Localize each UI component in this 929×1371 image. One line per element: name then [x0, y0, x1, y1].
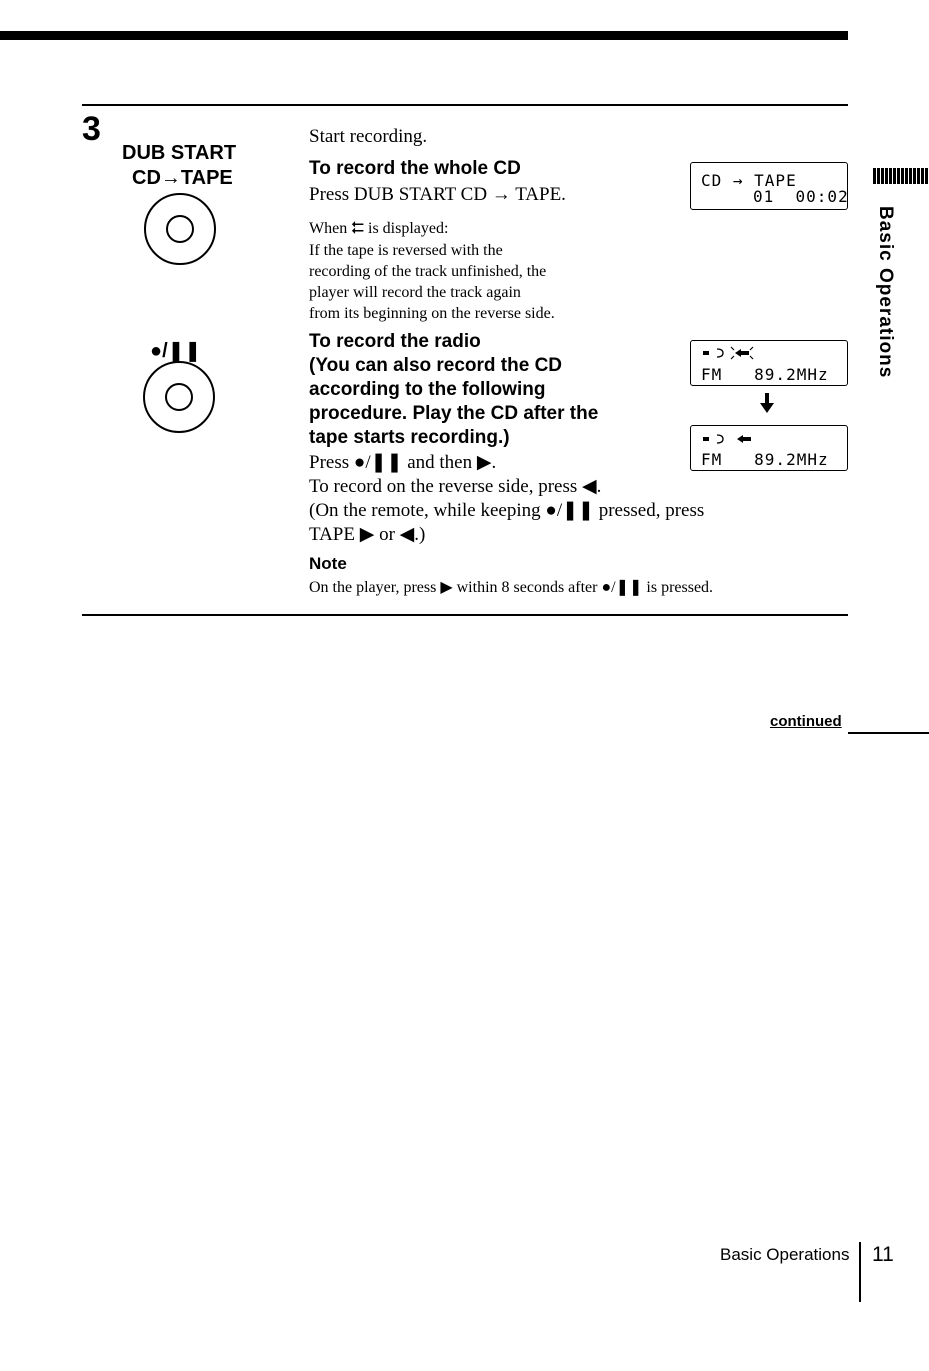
title-line: tape starts recording.) — [309, 427, 510, 448]
section1-detail — [309, 240, 555, 324]
section1-title: To record the whole CD — [309, 158, 521, 179]
section1-when: When ⮄ is displayed: — [309, 220, 449, 237]
section2-body — [309, 451, 704, 547]
title-line: according to the following — [309, 379, 546, 400]
section2-title — [309, 330, 598, 450]
continued-rule — [848, 732, 929, 734]
intro-text: Start recording. — [309, 126, 428, 147]
lcd-line2: 01 00:02 — [753, 187, 849, 206]
step-number: 3 — [82, 110, 101, 148]
section-bottom-rule — [82, 614, 848, 616]
dub-start-button-icon — [144, 193, 216, 265]
top-bar — [0, 31, 848, 40]
detail-line: recording of the track unfinished, the — [309, 263, 547, 280]
note-title: Note — [309, 554, 347, 573]
record-indicator-icon — [703, 432, 783, 446]
body-line: (On the remote, while keeping ●/❚❚ pressed, press — [309, 500, 705, 521]
footer-divider — [859, 1242, 861, 1302]
footer-section-name: Basic Operations — [720, 1245, 850, 1264]
side-tab-marker — [873, 168, 929, 184]
detail-line: If the tape is reversed with the — [309, 242, 503, 259]
note-body: On the player, press ▶ within 8 seconds after ●/❚❚ is pressed. — [309, 579, 714, 596]
lcd-line1: CD → TAPE — [701, 171, 797, 190]
lcd-display-radio-recording — [690, 425, 848, 471]
lcd-display-radio-standby — [690, 340, 848, 386]
record-indicator-icon — [703, 345, 783, 361]
body-line: To record on the reverse side, press ◀. — [309, 476, 602, 497]
section-top-rule — [82, 104, 848, 106]
record-pause-label: ●/❚❚ — [150, 340, 202, 362]
page-number: 11 — [872, 1243, 894, 1266]
arrow-down-icon — [760, 393, 774, 413]
title-line: procedure. Play the CD after the — [309, 403, 599, 424]
cd-tape-label: CD→TAPE — [132, 167, 233, 189]
dub-start-label: DUB START — [122, 142, 237, 164]
body-line: TAPE ▶ or ◀.) — [309, 524, 426, 545]
detail-line: from its beginning on the reverse side. — [309, 305, 555, 322]
title-line: To record the radio — [309, 331, 481, 352]
title-line: (You can also record the CD — [309, 355, 563, 376]
continued-label: continued — [770, 713, 842, 730]
side-tab-label: Basic Operations — [875, 206, 896, 379]
lcd-line2: FM 89.2MHz — [701, 365, 829, 384]
section1-body: Press DUB START CD → TAPE. — [309, 184, 566, 205]
detail-line: player will record the track again — [309, 284, 521, 301]
record-pause-button-icon — [143, 361, 215, 433]
lcd-display-cd-tape — [690, 162, 848, 210]
lcd-line2: FM 89.2MHz — [701, 450, 829, 469]
body-line: Press ●/❚❚ and then ▶. — [309, 452, 497, 473]
